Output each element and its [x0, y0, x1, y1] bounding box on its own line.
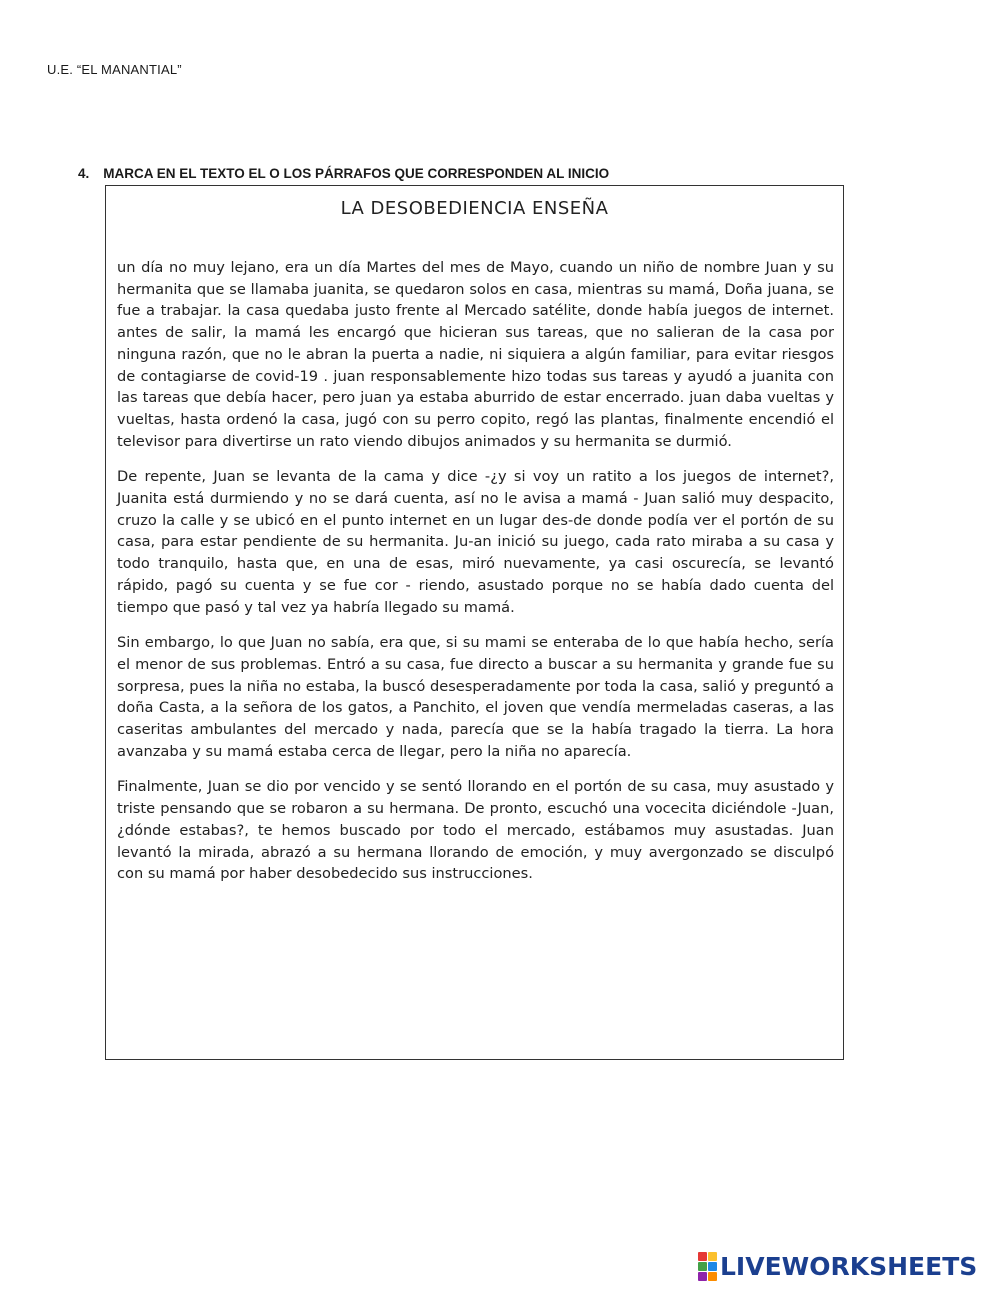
liveworksheets-logo-icon — [698, 1252, 717, 1281]
liveworksheets-brand — [698, 1252, 977, 1281]
story-paragraph-4[interactable]: Finalmente, Juan se dio por vencido y se sentó llorando en el portón de su casa, muy asustado y triste pensando que se robaron a su hermana. De pronto, escuchó una vocecita diciéndole -Juan, ¿dónde estabas?, te hemos buscado por todo el mercado, estábamos muy asustadas. Juan levantó la mirada, abrazó a su hermana llorando de emoción, y muy avergonzado se disculpó con su mamá por haber desobedecido sus instrucciones. — [117, 778, 834, 883]
logo-block-5 — [698, 1272, 707, 1281]
story-title: LA DESOBEDIENCIA ENSEÑA — [340, 198, 609, 219]
story-paragraph-2[interactable]: De repente, Juan se levanta de la cama y dice -¿y si voy un ratito a los juegos de internet?, Juanita está durmiendo y no se dará cuenta, así no le avisa a mamá - Juan salió muy despacito, cruzo la calle y se ubicó en el punto internet en un lugar des-de donde podía ver el portón de su casa, para estar pendiente de su hermanita. Ju-an inició su juego, cada rato miraba a su casa y todo tranquilo, hasta que, en una de esas, miró nuevamente, ya casi oscurecía, se levantó rápido, pagó su cuenta y se fue cor - riendo, asustado porque no se había dado cuenta del tiempo que pasó y tal vez ya habría llegado su mamá. — [117, 468, 834, 616]
story-paragraph-3[interactable]: Sin embargo, lo que Juan no sabía, era que, si su mami se enteraba de lo que había hecho, sería el menor de sus problemas. Entró a su casa, fue directo a buscar a su hermanita y grande fue su sorpresa, pues la niña no estaba, la buscó desesperadamente por toda la casa, salió y preguntó a doña Casta, a la señora de los gatos, a Panchito, el joven que vendía mermeladas caseras, a las caseritas ambulantes del mercado y nada, parecía que se la había tragado la tierra. La hora avanzaba y su mamá estaba cerca de llegar, pero la niña no aparecía. — [117, 634, 834, 760]
logo-block-3 — [698, 1262, 707, 1271]
instruction-number: 4. — [78, 166, 90, 181]
instruction — [78, 166, 609, 181]
logo-block-6 — [708, 1272, 717, 1281]
instruction-text: MARCA EN EL TEXTO EL O LOS PÁRRAFOS QUE CORRESPONDEN AL INICIO — [103, 166, 610, 181]
logo-block-2 — [708, 1252, 717, 1261]
brand-name: LIVEWORKSHEETS — [720, 1252, 978, 1281]
story-body — [117, 257, 834, 899]
story-box — [105, 185, 844, 1060]
school-name: U.E. “EL MANANTIAL” — [47, 62, 182, 77]
story-paragraph-1[interactable]: un día no muy lejano, era un día Martes del mes de Mayo, cuando un niño de nombre Juan y su hermanita que se llamaba juanita, se quedaron solos en casa, mientras su mamá, Doña juana, se fue a trabajar. la casa quedaba justo frente al Mercado satélite, donde había juegos de internet. antes de salir, la mamá les encargó que hicieran sus tareas, que no salieran de la casa por ninguna razón, que no le abran la puerta a nadie, ni siquiera a algún familiar, para evitar riesgos de contagiarse de covid-19 . juan responsablemente hizo todas sus tareas y ayudó a juanita con las tareas que debía hacer, pero juan ya estaba aburrido de estar encerrado. juan daba vueltas y vueltas, hasta ordenó la casa, jugó con su perro copito, regó las plantas, finalmente encendió el televisor para divertirse un rato viendo dibujos animados y su hermanita se durmió. — [117, 259, 834, 450]
logo-block-1 — [698, 1252, 707, 1261]
logo-block-4 — [708, 1262, 717, 1271]
